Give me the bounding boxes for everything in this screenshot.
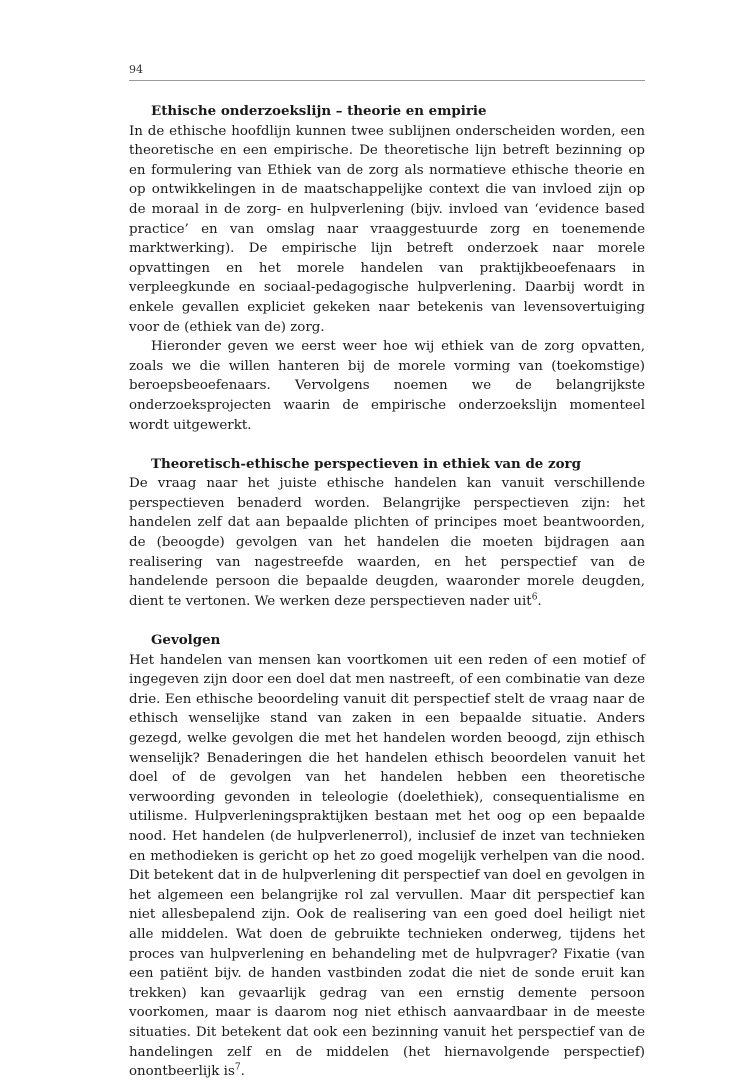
- section-heading-gevolgen: Gevolgen: [151, 632, 221, 649]
- paragraph: In de ethische hoofdlijn kunnen twee sublijnen onderscheiden worden, een theoretische en een empirische. De theoretische lijn betreft bezinning op en formulering van Ethiek van de zorg als normatieve ethische theorie en op ontwikkelingen in de maatschappelijke context die van invloed zijn op de moraal in de zorg- en hulpverlening (bijv. invloed van ‘evidence based practice’ en van omslag naar vraaggestuurde zorg en toenemende marktwerking). De empirische lijn betreft onderzoek naar morele opvattingen en het morele handelen van praktijkbeoefenaars in verpleegkunde en sociaal-pedagogische hulpverlening. Daarbij wordt in enkele gevallen expliciet gekeken naar betekenis van levensovertuiging voor de (ethiek van de) zorg.: [129, 123, 645, 335]
- paragraph-text: Het handelen van mensen kan voortkomen uit een reden of een motief of ingegeven zijn door een doel dat men nastreeft, of een combinatie van deze drie. Een ethische beoordeling vanuit dit perspectief stelt de vraag naar de ethisch wenselijke stand van zaken in een bepaalde situatie. Anders gezegd, welke gevolgen die met het handelen worden beoogd, zijn ethisch wenselijk? Benaderingen die het handelen ethisch beoordelen vanuit het doel of de gevolgen van het handelen hebben een theoretische verwoording gevonden in teleologie (doelethiek), consequentialisme en utilisme. Hulpverleningspraktijken bestaan met het oog op een bepaalde nood. Het handelen (de hulpverlenerrol), inclusief de inzet van technieken en methodieken is gericht op het zo goed mogelijk verhelpen van die nood. Dit betekent dat in de hulpverlening dit perspectief van doel en gevolgen in het algemeen een belangrijke rol zal vervullen. Maar dit perspectief kan niet allesbepalend zijn. Ook de realisering van een goed doel heiligt niet alle middelen. Wat doen de gebruikte technieken onderweg, tijdens het proces van hulpverlening en behandeling met de hulpvrager? Fixatie (van een patiënt bijv. de handen vastbinden zodat die niet de sonde eruit kan trekken) kan gevaarlijk gedrag van een ernstig demente persoon voorkomen, maar is daarom nog niet ethisch aanvaardbaar in de meeste situaties. Dit betekent dat ook een bezinning vanuit het perspectief van de handelingen zelf en de middelen (het hiernavolgende perspectief) onontbeerlijk is: [129, 652, 645, 1080]
- footnote-reference: 6: [531, 592, 538, 603]
- section-heading-ethische-onderzoekslijn: Ethische onderzoekslijn – theorie en empirie: [151, 103, 487, 119]
- paragraph-text: De vraag naar het juiste ethische handelen kan vanuit verschillende perspectieven benaderd worden. Belangrijke perspectieven zijn: het handelen zelf dat aan bepaalde plichten of principes moet beantwoorden, de (beoogde) gevolgen van het handelen die moeten bijdragen aan realisering van nagestreefde waarden, en het perspectief van de handelende persoon die bepaalde deugden, waaronder morele deugden, dient te vertonen. We werken deze perspectieven nader uit: [129, 476, 645, 609]
- page-number: 94: [129, 63, 143, 76]
- paragraph-end-punctuation: .: [240, 1064, 245, 1080]
- header-rule: [129, 80, 645, 81]
- paragraph-with-footnote: [129, 474, 645, 611]
- paragraph-end-punctuation: .: [537, 593, 542, 609]
- page-body: [129, 102, 645, 1082]
- footnote-reference: 7: [234, 1062, 241, 1073]
- section-heading-theoretisch-ethische-perspectieven: Theoretisch-ethische perspectieven in ethiek van de zorg: [151, 455, 581, 472]
- paragraph-with-footnote: [129, 651, 645, 1082]
- paragraph: Hieronder geven we eerst weer hoe wij ethiek van de zorg opvatten, zoals we die willen hanteren bij de morele vorming van (toekomstige) beroepsbeoefenaars. Vervolgens noemen we de belangrijkste onderzoeksprojecten waarin de empirische onderzoekslijn momenteel wordt uitgewerkt.: [129, 339, 645, 433]
